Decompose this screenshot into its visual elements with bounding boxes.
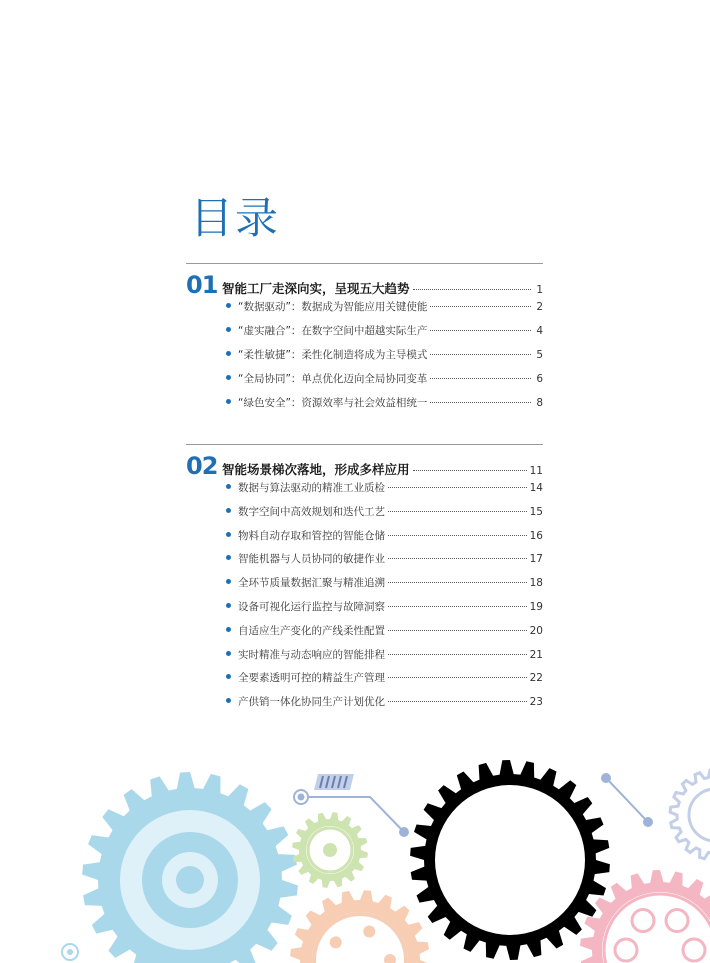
entry-title: 实时精准与动态响应的智能排程 [238,648,385,661]
entry-title: 物料自动存取和管控的智能仓储 [238,529,385,542]
page-number: 5 [536,349,543,362]
bullet-icon [226,484,231,489]
entry-title: 数字空间中高效规划和迭代工艺 [238,505,385,518]
divider [186,263,543,264]
entry-title: “绿色安全”：资源效率与社会效益相统一 [238,397,428,410]
circuit-line-icon [62,944,78,960]
dot-leader [388,487,527,488]
entry-title: 智能机器与人员协同的敏捷作业 [238,553,385,566]
page-number: 6 [536,373,543,386]
page-number: 17 [529,553,543,566]
gear-icon [82,772,298,963]
toc-section-01 [186,273,543,419]
page-number: 16 [529,529,543,542]
page-number: 1 [536,284,543,296]
bullet-icon [226,698,231,703]
section-number: 01 [186,271,218,299]
bullet-icon [226,303,231,308]
dot-leader [388,606,527,607]
entry-title: “柔性敏捷”：柔性化制造将成为主导模式 [238,349,428,362]
dot-leader [430,306,531,307]
entry-title: “数据驱动”：数据成为智能应用关键使能 [238,301,428,313]
gear-icon [580,870,710,963]
page-number: 2 [536,301,543,313]
entry-title: 数据与算法驱动的精准工业质检 [238,482,385,494]
bullet-icon [226,532,231,537]
page-number: 19 [529,600,543,613]
section-title: 智能工厂走深向实，呈现五大趋势 [222,281,410,296]
page-number: 8 [536,397,543,410]
toc-title: 目录 [190,194,280,244]
page-number: 15 [529,505,543,518]
toc-entry[interactable] [186,395,543,419]
toc-entry[interactable] [186,599,543,623]
toc-section-heading[interactable] [186,454,543,480]
divider [186,444,543,445]
bullet-icon [226,351,231,356]
page-number: 21 [529,648,543,661]
toc-section-heading[interactable] [186,273,543,299]
bullet-icon [226,555,231,560]
dot-leader [388,701,527,702]
dot-leader [430,330,531,331]
toc-entry[interactable] [186,504,543,528]
section-title: 智能场景梯次落地，形成多样应用 [222,462,410,477]
gear-illustration [0,740,710,963]
dot-leader [430,354,531,355]
page-number: 11 [529,465,543,477]
dot-leader [388,511,527,512]
bullet-icon [226,627,231,632]
toc-entry[interactable] [186,575,543,599]
page-number: 4 [536,325,543,338]
gear-icon [290,890,430,963]
dot-leader [388,654,527,655]
dot-leader [388,535,527,536]
bullet-icon [226,375,231,380]
entry-title: 全环节质量数据汇聚与精准追溯 [238,577,385,590]
page-number: 20 [529,624,543,637]
toc-entry[interactable] [186,694,543,718]
dot-leader [388,558,527,559]
dot-leader [388,582,527,583]
page-number: 23 [529,696,543,709]
bullet-icon [226,327,231,332]
dot-leader [388,630,527,631]
gear-icon [670,770,710,860]
gear-icon [410,760,610,960]
entry-title: “全局协同”：单点优化迈向全局协同变革 [238,373,428,386]
toc-entry[interactable] [186,299,543,323]
page-number: 18 [529,577,543,590]
toc-entry[interactable] [186,347,543,371]
toc-entry[interactable] [186,551,543,575]
entry-title: “虚实融合”：在数字空间中超越实际生产 [238,325,428,338]
dot-leader [388,677,527,678]
toc-entry[interactable] [186,480,543,504]
page-number: 14 [529,482,543,494]
toc-entry[interactable] [186,528,543,552]
bullet-icon [226,674,231,679]
bullet-icon [226,508,231,513]
dot-leader [413,470,527,471]
page-number: 22 [529,672,543,685]
bullet-icon [226,603,231,608]
gear-icon [292,812,368,888]
bullet-icon [226,579,231,584]
bullet-icon [226,651,231,656]
dot-leader [430,402,531,403]
entry-title: 设备可视化运行监控与故障洞察 [238,600,385,613]
toc-entry[interactable] [186,670,543,694]
dot-leader [413,289,531,290]
toc-entry[interactable] [186,371,543,395]
entry-title: 自适应生产变化的产线柔性配置 [238,624,385,637]
toc-section-02 [186,454,543,718]
toc-entry[interactable] [186,323,543,347]
toc-entry[interactable] [186,623,543,647]
bullet-icon [226,399,231,404]
dot-leader [430,378,531,379]
toc-entry[interactable] [186,647,543,671]
entry-title: 全要素透明可控的精益生产管理 [238,672,385,685]
entry-title: 产供销一体化协同生产计划优化 [238,696,385,709]
section-number: 02 [186,452,218,480]
barcode-tag-icon [314,774,354,790]
